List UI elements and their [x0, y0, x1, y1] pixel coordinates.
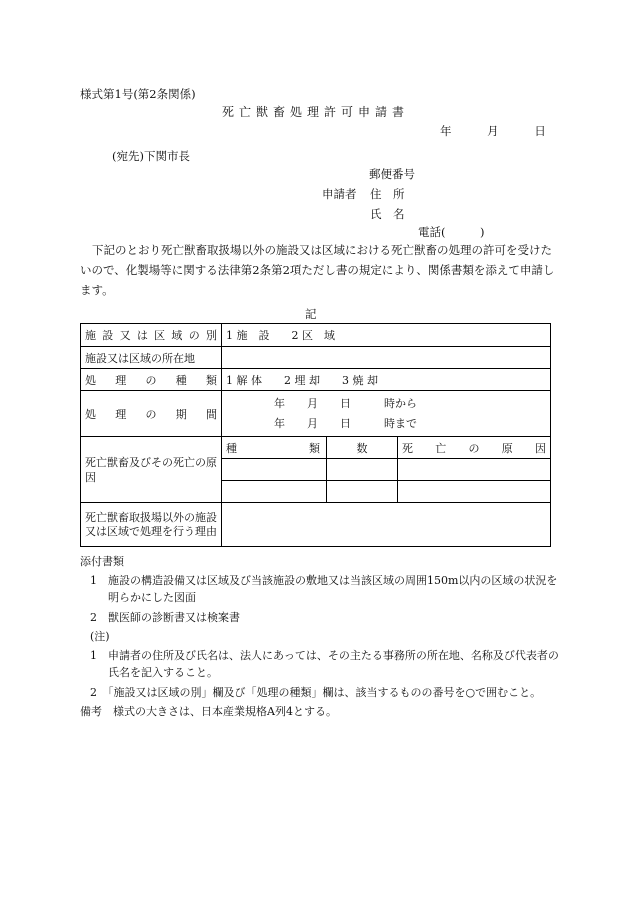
form-number: 様式第1号(第2条関係) [80, 87, 196, 101]
attachments-section [80, 553, 560, 720]
reason-label: 死亡獣畜取扱場以外の施設又は区域で処理を行う理由 [81, 503, 222, 547]
count-cell-1 [327, 459, 398, 481]
col-count-header: 数 [327, 437, 398, 459]
cause-cell-2 [398, 481, 551, 503]
date-line [440, 123, 546, 139]
kind-cell-2 [222, 481, 327, 503]
treatment-type-value: 1 解 体 2 埋 却 3 焼 却 [222, 369, 551, 391]
ki-heading: 記 [305, 307, 317, 321]
period-label: 処 理 の 期 間 [81, 391, 222, 437]
month-label: 月 [487, 124, 499, 138]
facility-type-label: 施 設 又 は 区 域 の 別 [81, 324, 222, 347]
note-item-2: 2 「施設又は区域の別」欄及び「処理の種類」欄は、該当するものの番号を○で囲むこと。 [90, 686, 542, 699]
attachment-item-1: 1 施設の構造設備又は区域及び当該施設の敷地又は当該区域の周囲150m以内の区域の状況を明らかにした図面 [90, 574, 558, 604]
applicant-label: 申請者 [322, 187, 357, 201]
location-value [222, 347, 551, 369]
remark: 備考 様式の大きさは、日本産業規格A列4とする。 [80, 705, 337, 718]
location-label: 施設又は区域の所在地 [81, 347, 222, 369]
count-cell-2 [327, 481, 398, 503]
notes-heading: (注) [90, 630, 110, 643]
phone-label: 電話( ) [418, 225, 485, 239]
postal-code-label: 郵便番号 [369, 167, 415, 181]
cause-cell-1 [398, 459, 551, 481]
facility-type-value: 1 施 設 2 区 域 [222, 324, 551, 347]
col-kind-header: 種 類 [222, 437, 327, 459]
day-label: 日 [534, 124, 546, 138]
addressee: (宛先)下関市長 [112, 149, 190, 163]
name-label: 氏 名 [370, 207, 405, 221]
address-label: 住 所 [370, 187, 405, 201]
period-value [222, 391, 551, 437]
col-cause-header: 死 亡 の 原 因 [398, 437, 551, 459]
treatment-type-label: 処 理 の 種 類 [81, 369, 222, 391]
application-table [80, 323, 551, 547]
animal-cause-label: 死亡獣畜及びその死亡の原因 [81, 437, 222, 503]
form-title: 死亡獣畜処理許可申請書 [222, 105, 410, 119]
attachments-heading: 添付書類 [80, 555, 124, 568]
reason-value [222, 503, 551, 547]
note-item-1: 1 申請者の住所及び氏名は、法人にあっては、その主たる事務所の所在地、名称及び代表者の氏名を記入すること。 [90, 649, 559, 679]
period-to: 年 月 日 時まで [274, 416, 417, 430]
year-label: 年 [440, 124, 452, 138]
kind-cell-1 [222, 459, 327, 481]
application-body: 下記のとおり死亡獣畜取扱場以外の施設又は区域における死亡獣畜の処理の許可を受けたいので、化製場等に関する法律第2条第2項ただし書の規定により、関係書類を添えて申請します。 [80, 243, 555, 297]
period-from: 年 月 日 時から [274, 396, 417, 410]
attachment-item-2: 2 獣医師の診断書又は検案書 [90, 611, 240, 624]
